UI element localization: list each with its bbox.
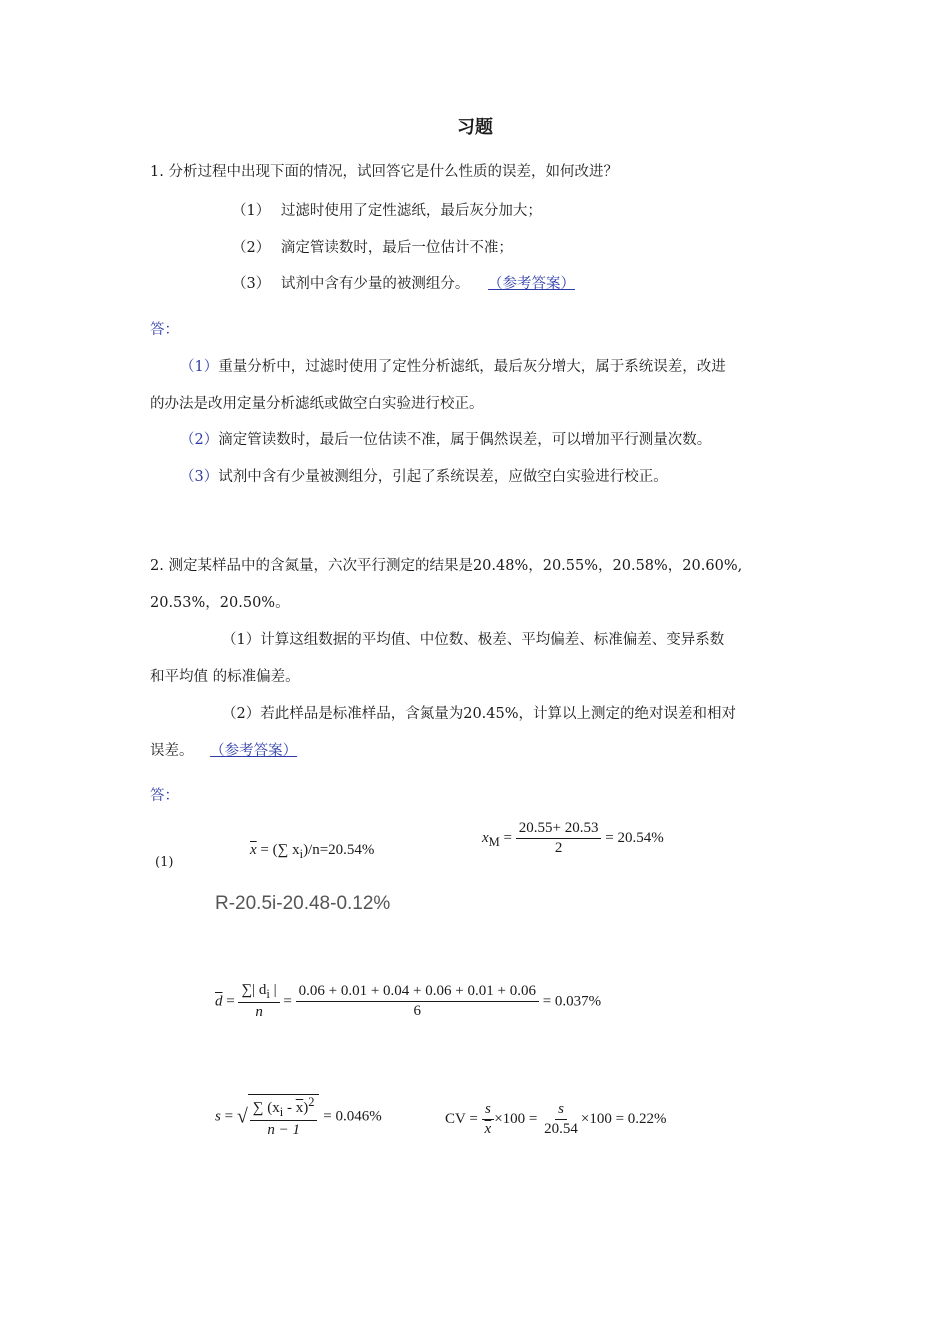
answer-number: （3）: [180, 469, 219, 485]
item-text: 滴定管读数时，最后一位估计不准；: [280, 240, 513, 256]
mean-symbol: $\overline{x}$: [250, 842, 257, 858]
cv-denominator-2: 20.54: [544, 1121, 578, 1138]
std-sum: ∑ (x: [252, 1100, 280, 1116]
answer-label: 答：: [150, 322, 179, 338]
sqrt-body: [248, 1094, 320, 1140]
sqrt-icon: √: [236, 1105, 248, 1128]
item-number: （1）: [232, 203, 271, 219]
std-result: = 0.046%: [319, 1108, 382, 1125]
median-denominator: 2: [554, 840, 563, 857]
question-1-item: [232, 272, 575, 293]
answer-line: [180, 355, 726, 376]
avgdev-denominator-2: 6: [413, 1003, 422, 1020]
avgdev-fraction-2: [296, 983, 539, 1021]
item-number: （2）: [232, 240, 271, 256]
median-formula: $x_M$ = $\frac{20.55+ 20.53}{2}$ = 20.54%: [482, 820, 664, 857]
cv-numerator-2: s: [555, 1101, 567, 1120]
average-deviation-formula: $\overline{d}$ = $\frac{\sum| d_i |}{n}$ = $\frac{0.06 + 0.01 + 0.04 + 0.06 + 0.01 + 0.06}{6}$ = 0.037%: [215, 982, 602, 1021]
page-title: 习题: [457, 117, 493, 138]
item-text: 过滤时使用了定性滤纸，最后灰分加大；: [280, 203, 542, 219]
answer-line: [150, 392, 484, 413]
range-formula: R-20.5i-20.48-0.12%: [215, 893, 391, 914]
avgdev-result: = 0.037%: [538, 993, 602, 1010]
answer-number: （1）: [180, 359, 219, 375]
avgdev-fraction-1: [238, 982, 279, 1022]
item-number: （3）: [232, 276, 271, 292]
reference-answer-link[interactable]: （参考答案）: [487, 276, 575, 292]
median-symbol: x: [482, 830, 489, 847]
answer-text: 滴定管读数时，最后一位估读不准，属于偶然误差，可以增加平行测量次数。: [218, 432, 712, 448]
median-fraction: [516, 820, 602, 858]
cv-numerator-1: s: [482, 1101, 494, 1120]
mean-result: )/n=20.54%: [303, 842, 375, 858]
cv-formula: CV = $\frac{s}{x}$ ×100 = $\frac{s}{20.54}$ ×100 = 0.22%: [445, 1101, 667, 1138]
reference-answer-link[interactable]: （参考答案）: [210, 743, 298, 759]
median-result: = 20.54%: [601, 830, 664, 847]
question-2-sub1-cont: 和平均值 的标准偏差。: [150, 669, 300, 685]
std-denominator: n − 1: [267, 1122, 300, 1139]
sub2-text: 误差。: [150, 743, 194, 759]
median-subscript: M: [488, 835, 500, 850]
std-symbol: s: [215, 1108, 221, 1125]
cv-multiplier: ×100 =: [494, 1111, 542, 1128]
answer-text: 试剂中含有少量被测组分，引起了系统误差，应做空白实验进行校正。: [218, 469, 668, 485]
answer-label: 答：: [150, 788, 179, 804]
std-numerator: ∑ $(x_i - \overline{x})^2$: [250, 1095, 318, 1121]
question-2-stem-cont: 20.53%，20.50%。: [150, 595, 290, 611]
mean-formula: [250, 842, 374, 862]
cv-denominator-1: x: [484, 1121, 492, 1138]
avgdev-denominator-1: n: [255, 1004, 263, 1021]
question-2-sub2-cont: [150, 739, 297, 760]
std-deviation-formula: s = √ $\frac{\sum (x_i - \overline{x})^2}{n - 1}$ = 0.046%: [215, 1095, 382, 1139]
mean-expression: = (∑ x: [256, 842, 300, 858]
question-2-sub2: （2）若此样品是标准样品，含氮量为20.45%，计算以上测定的绝对误差和相对: [222, 706, 737, 722]
item-text: 试剂中含有少量的被测组分。: [280, 276, 470, 292]
std-fraction: [250, 1095, 318, 1140]
question-1-item: [232, 199, 542, 220]
cv-result: ×100 = 0.22%: [580, 1111, 667, 1128]
answer-line: [180, 428, 711, 449]
median-numerator: 20.55+ 20.53: [516, 820, 602, 839]
question-2-sub1: （1）计算这组数据的平均值、中位数、极差、平均偏差、标准偏差、变异系数: [222, 632, 725, 648]
cv-symbol: CV: [445, 1111, 466, 1128]
answer-line: [180, 465, 668, 486]
avgdev-numerator-2: 0.06 + 0.01 + 0.04 + 0.06 + 0.01 + 0.06: [296, 983, 539, 1002]
question-1-stem: 1. 分析过程中出现下面的情况，试回答它是什么性质的误差，如何改进？: [150, 164, 618, 180]
avgdev-numerator-1: ∑| $d_i$ |: [238, 982, 279, 1003]
avgdev-sum: ∑| d: [241, 982, 267, 998]
mean-subscript: i: [299, 847, 304, 861]
answer-text: 的办法是改用定量分析滤纸或做空白实验进行校正。: [150, 396, 484, 412]
answer-number: （2）: [180, 432, 219, 448]
avgdev-symbol: $\overline{d}$: [215, 993, 223, 1010]
question-1-item: [232, 236, 513, 257]
answer-text: 重量分析中，过滤时使用了定性分析滤纸，最后灰分增大，属于系统误差，改进: [218, 359, 726, 375]
cv-fraction-2: [541, 1101, 581, 1139]
part-label: (1): [155, 855, 174, 870]
question-2-stem: 2. 测定某样品中的含氮量，六次平行测定的结果是20.48%，20.55%，20.58%，20.60%,: [150, 558, 743, 574]
cv-fraction-1: [482, 1101, 495, 1139]
